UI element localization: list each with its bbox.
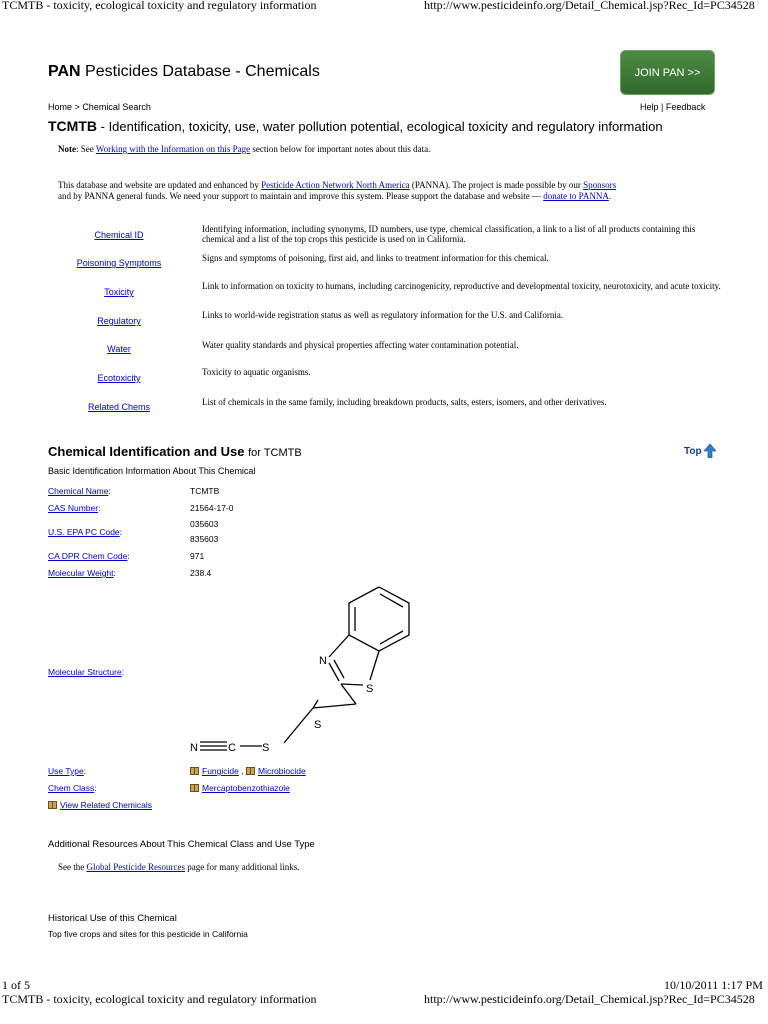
top-link[interactable] — [684, 444, 716, 458]
chemical-name-link[interactable]: Chemical Name — [48, 486, 109, 496]
view-related-chemicals-link[interactable]: View Related Chemicals — [60, 800, 152, 810]
atom-s-chain: S — [314, 719, 322, 731]
nav-desc-regulatory: Links to world-wide registration status as well as regulatory information for the U.S. and California. — [202, 310, 564, 320]
label-colon: : — [98, 503, 101, 513]
nav-link-regulatory[interactable]: Regulatory — [97, 316, 141, 326]
additional-post: page for many additional links. — [184, 862, 300, 872]
nav-link-ecotoxicity[interactable]: Ecotoxicity — [97, 373, 141, 383]
top-link-label: Top — [684, 445, 702, 457]
nav-link-toxicity[interactable]: Toxicity — [104, 287, 134, 297]
note-post: section below for important notes about this data. — [250, 144, 431, 154]
nav-desc-poisoning: Signs and symptoms of poisoning, first aid, and links to treatment information for this chemical. — [202, 253, 549, 263]
molecular-weight-value: 238.4 — [190, 568, 212, 578]
donate-link[interactable]: donate to PANNA — [543, 191, 609, 201]
book-icon — [48, 801, 57, 809]
breadcrumb-sep: > — [74, 102, 80, 112]
intro-text — [58, 180, 722, 202]
label-colon: : — [113, 568, 116, 578]
nav-link-poisoning[interactable]: Poisoning Symptoms — [76, 258, 162, 268]
help-sep: | — [661, 102, 664, 112]
ca-dpr-code-value: 971 — [190, 551, 205, 561]
print-header-title: TCMTB - toxicity, ecological toxicity and regulatory information — [2, 0, 317, 12]
chemical-name-value: TCMTB — [190, 486, 220, 496]
print-footer-url: http://www.pesticideinfo.org/Detail_Chemical.jsp?Rec_Id=PC34528 — [424, 992, 755, 1006]
nav-link-related[interactable]: Related Chems — [87, 402, 151, 412]
chem-class-label — [48, 783, 97, 793]
note-text — [58, 144, 430, 155]
molecular-structure-label — [48, 667, 124, 677]
breadcrumb-current[interactable]: Chemical Search — [82, 102, 151, 112]
panna-link[interactable]: Pesticide Action Network North America — [261, 180, 410, 190]
fungicide-link[interactable]: Fungicide — [202, 766, 239, 776]
nav-desc-toxicity: Link to information on toxicity to humans, including carcinogenicity, reproductive and developmental toxicity, neurotoxicity, and acute toxicity. — [202, 281, 721, 291]
label-colon: : — [119, 527, 123, 537]
join-pan-button[interactable]: JOIN PAN >> — [620, 50, 715, 95]
note-pre: : See — [76, 144, 96, 154]
intro-p1: This database and website are updated and enhanced by — [58, 180, 262, 190]
breadcrumb-home[interactable]: Home — [48, 102, 73, 112]
epa-pc-code-label — [48, 527, 122, 537]
microbiocide-link[interactable]: Microbiocide — [257, 766, 306, 776]
molecular-weight-label — [48, 568, 116, 578]
print-footer-datetime: 10/10/2011 1:17 PM — [664, 978, 763, 992]
label-colon: : — [127, 551, 130, 561]
related-chemicals-row — [48, 800, 152, 810]
site-title — [48, 63, 320, 81]
site-title-text: Pesticides Database - Chemicals — [85, 63, 320, 80]
use-type-label — [48, 766, 86, 776]
arrow-up-icon — [704, 444, 716, 458]
nav-desc-water: Water quality standards and physical properties affecting water contamination potential. — [202, 340, 519, 350]
book-icon — [190, 767, 199, 775]
note-label: Note — [58, 144, 76, 154]
ca-dpr-code-label — [48, 551, 130, 561]
atom-s-ring: S — [366, 683, 374, 695]
label-colon: : — [83, 766, 87, 776]
atom-s-thiocyanate: S — [262, 742, 270, 754]
nav-desc-related: List of chemicals in the same family, including breakdown products, salts, esters, isomers, and other derivatives. — [202, 397, 607, 407]
help-link[interactable]: Help — [640, 102, 659, 112]
additional-resources-heading: Additional Resources About This Chemical Class and Use Type — [48, 839, 315, 850]
global-pesticide-resources-link[interactable]: Global Pesticide Resources — [86, 862, 185, 872]
print-header-url: http://www.pesticideinfo.org/Detail_Chemical.jsp?Rec_Id=PC34528 — [424, 0, 755, 12]
identification-heading-text: Chemical Identification and Use — [48, 444, 245, 459]
label-colon: : — [121, 667, 125, 677]
cas-number-link[interactable]: CAS Number — [48, 503, 99, 513]
atom-n-nitrile: N — [190, 742, 198, 754]
nav-link-water[interactable]: Water — [107, 344, 131, 354]
book-icon — [246, 767, 255, 775]
atom-c-nitrile: C — [228, 742, 236, 754]
label-colon: : — [108, 486, 111, 496]
epa-pc-code-link[interactable]: U.S. EPA PC Code — [48, 527, 120, 537]
use-type-value — [190, 765, 306, 777]
epa-pc-code-value-2: 835603 — [190, 534, 219, 544]
molecular-structure-link[interactable]: Molecular Structure — [48, 667, 122, 677]
epa-pc-code-value-1: 035603 — [190, 519, 219, 529]
chem-class-link[interactable]: Chem Class — [48, 783, 95, 793]
working-info-link[interactable]: Working with the Information on this Page — [95, 144, 251, 154]
nav-desc-chemical-id: Identifying information, including synonyms, ID numbers, use type, chemical classification, a link to a list of all products containing this chemical and a list of the top crops this pesticide is used on in California. — [202, 224, 696, 244]
use-type-sep: , — [241, 766, 244, 776]
intro-p3: and by PANNA general funds. We need your support to maintain and improve this system. Please support the database and website — — [58, 191, 544, 201]
use-type-link[interactable]: Use Type — [48, 766, 84, 776]
breadcrumb — [48, 102, 151, 112]
molecular-structure-image — [180, 580, 420, 760]
identification-heading-for: for TCMTB — [248, 447, 302, 459]
intro-p4: . — [608, 191, 612, 201]
label-colon: : — [94, 783, 97, 793]
historical-use-heading: Historical Use of this Chemical — [48, 913, 177, 924]
nav-link-chemical-id[interactable]: Chemical ID — [94, 230, 144, 240]
nav-desc-ecotoxicity: Toxicity to aquatic organisms. — [202, 367, 311, 377]
book-icon — [190, 784, 199, 792]
page-title-chemical: TCMTB — [48, 118, 97, 134]
ca-dpr-code-link[interactable]: CA DPR Chem Code — [48, 551, 128, 561]
identification-subheading: Basic Identification Information About This Chemical — [48, 466, 256, 476]
page-title — [48, 118, 663, 134]
molecular-weight-link[interactable]: Molecular Weight — [48, 568, 114, 578]
historical-use-subheading: Top five crops and sites for this pesticide in California — [48, 929, 248, 939]
cas-number-value: 21564-17-0 — [190, 503, 234, 513]
epa-pc-code-value — [190, 518, 218, 545]
feedback-link[interactable]: Feedback — [665, 102, 706, 112]
additional-pre: See the — [58, 862, 87, 872]
intro-p2: (PANNA). The project is made possible by our — [409, 180, 584, 190]
site-brand: PAN — [48, 63, 81, 80]
mercaptobenzothiazole-link[interactable]: Mercaptobenzothiazole — [202, 783, 290, 793]
print-footer-page: 1 of 5 — [2, 978, 30, 992]
additional-resources-text — [58, 862, 299, 873]
chem-class-value — [190, 782, 290, 794]
atom-n-ring: N — [319, 655, 327, 667]
help-links — [640, 102, 705, 112]
chemical-name-label — [48, 486, 111, 496]
sponsors-link[interactable]: Sponsors — [583, 180, 617, 190]
page-title-rest: - Identification, toxicity, use, water pollution potential, ecological toxicity and regulatory information — [100, 119, 663, 134]
print-footer-title: TCMTB - toxicity, ecological toxicity and regulatory information — [2, 992, 317, 1006]
cas-number-label — [48, 503, 100, 513]
identification-heading — [48, 444, 302, 459]
